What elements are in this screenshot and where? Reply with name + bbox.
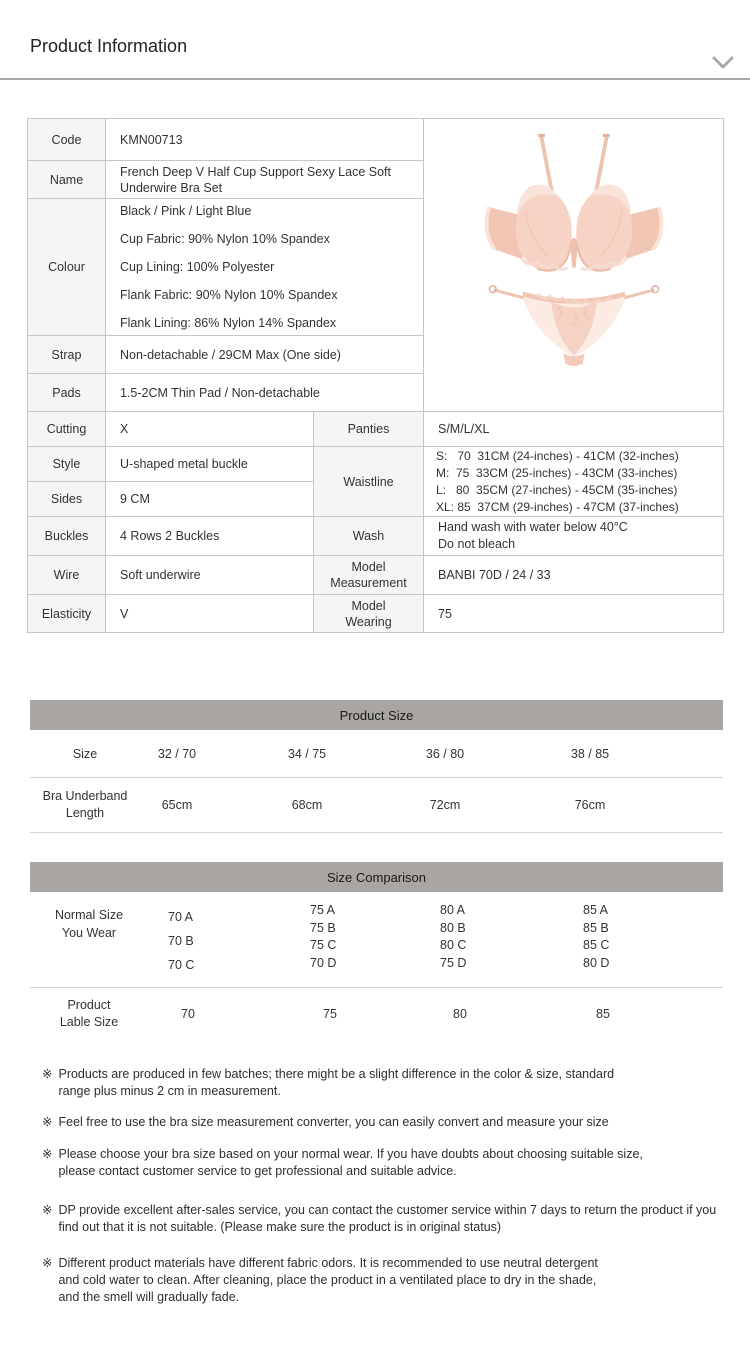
comparison-size: 80 D [583, 955, 610, 970]
underband-value: 72cm [429, 798, 461, 812]
spec-value-sides: 9 CM [106, 482, 314, 517]
chevron-down-icon[interactable] [712, 56, 734, 70]
section-header [0, 0, 750, 80]
comparison-size: 75 A [310, 903, 336, 917]
spec-value-elasticity: V [106, 595, 314, 633]
spec-label-cutting: Cutting [28, 412, 106, 447]
size-value: 36 / 80 [425, 746, 465, 761]
product-size-table [30, 700, 723, 833]
page-title: Product Information [30, 36, 188, 56]
label-size-label [30, 988, 148, 1040]
underband-row-label [30, 778, 140, 832]
spec-value-code: KMN00713 [106, 119, 424, 161]
model-measurement-label-text: Model Measurement [330, 560, 407, 590]
spec-label-style: Style [28, 447, 106, 482]
normal-size-label-text: Normal Size You Wear [54, 908, 124, 940]
comparison-size: 70 C [168, 958, 195, 972]
comparison-size: 75 B [310, 920, 336, 935]
note-marker: ※ [42, 1067, 53, 1081]
notes-section [42, 1066, 732, 1306]
comparison-size: 85 A [583, 903, 609, 917]
product-size-header: Product Size [30, 700, 723, 730]
spec-label-model-measurement [314, 556, 424, 595]
spec-value-model-measurement: BANBI 70D / 24 / 33 [424, 556, 724, 595]
note-text: Different product materials have different fabric odors. It is recommended to use neutral detergent and cold water to clean. After cleaning, place the product in a ventilated place to dry in the shade, and the smell will gradually fade. [58, 1256, 598, 1304]
comparison-size: 85 B [583, 920, 609, 935]
spec-value-waistline [424, 447, 724, 517]
note-item [42, 1114, 732, 1131]
spec-label-colour: Colour [28, 199, 106, 336]
comparison-size: 85 C [583, 938, 610, 952]
underband-value: 68cm [291, 798, 323, 812]
note-text: Feel free to use the bra size measurement converter, you can easily convert and measure your size [58, 1115, 609, 1129]
size-row [30, 730, 723, 778]
comparison-column [440, 902, 500, 972]
comparison-size: 70 A [168, 910, 194, 924]
note-item [42, 1146, 732, 1180]
label-size-value: 80 [453, 1007, 467, 1021]
label-size-value: 70 [181, 1007, 195, 1021]
spec-value-strap: Non-detachable / 29CM Max (One side) [106, 336, 424, 374]
product-photo [429, 123, 719, 408]
spec-value-buckles: 4 Rows 2 Buckles [106, 517, 314, 556]
spec-table [27, 118, 724, 633]
spec-label-elasticity: Elasticity [28, 595, 106, 633]
label-size-value: 85 [596, 1007, 610, 1021]
product-photo-cell [424, 119, 724, 412]
spec-label-sides: Sides [28, 482, 106, 517]
spec-label-panties: Panties [314, 412, 424, 447]
spec-label-wash: Wash [314, 517, 424, 556]
normal-size-row [30, 892, 723, 988]
colour-line: Cup Lining: 100% Polyester [120, 260, 275, 274]
size-value: 34 / 75 [287, 746, 327, 761]
note-item [42, 1255, 732, 1306]
spec-label-wire: Wire [28, 556, 106, 595]
size-comparison-header: Size Comparison [30, 862, 723, 892]
spec-value-colour [106, 199, 424, 336]
spec-value-panties: S/M/L/XL [424, 412, 724, 447]
waistline-line: L: 80 35CM (27-inches) - 45CM (35-inches) [436, 482, 678, 497]
size-value: 38 / 85 [570, 746, 610, 761]
comparison-size: 80 C [440, 938, 467, 952]
spec-label-name: Name [28, 161, 106, 199]
spec-label-strap: Strap [28, 336, 106, 374]
note-text: DP provide excellent after-sales service, you can contact the customer service within 7 days to return the product if you find out that it is not suitable. (Please make sure the product is in original status) [58, 1203, 717, 1234]
size-comparison-table [30, 862, 723, 1040]
spec-label-model-wearing [314, 595, 424, 633]
model-wearing-label-text: Model Wearing [345, 598, 392, 629]
note-text: Products are produced in few batches; there might be a slight difference in the color & size, standard range plus minus 2 cm in measurement. [58, 1067, 615, 1098]
spec-value-wire: Soft underwire [106, 556, 314, 595]
comparison-size: 75 C [310, 938, 337, 952]
size-value: 32 / 70 [157, 746, 197, 761]
comparison-size: 80 A [440, 903, 466, 917]
spec-label-waistline: Waistline [314, 447, 424, 517]
spec-value-cutting: X [106, 412, 314, 447]
waistline-line: S: 70 31CM (24-inches) - 41CM (32-inches) [436, 448, 679, 463]
spec-label-pads: Pads [28, 374, 106, 412]
size-row-label: Size [72, 746, 98, 761]
spec-value-name: French Deep V Half Cup Support Sexy Lace Soft Underwire Bra Set [106, 161, 424, 199]
comparison-column [168, 905, 228, 977]
comparison-column [583, 902, 643, 972]
spec-value-pads: 1.5-2CM Thin Pad / Non-detachable [106, 374, 424, 412]
underband-value: 76cm [574, 798, 606, 812]
waistline-line: XL: 85 37CM (29-inches) - 47CM (37-inches) [436, 499, 679, 514]
note-item [42, 1066, 732, 1100]
spec-label-code: Code [28, 119, 106, 161]
note-marker: ※ [42, 1203, 53, 1217]
comparison-size: 80 B [440, 920, 466, 935]
underband-label-text: Bra Underband Length [42, 789, 128, 820]
underband-row [30, 778, 723, 833]
wash-line: Do not bleach [438, 537, 516, 551]
normal-size-label [30, 892, 148, 987]
wash-line: Hand wash with water below 40°C [438, 520, 628, 534]
comparison-size: 70 D [310, 955, 337, 970]
comparison-size: 70 B [168, 934, 194, 948]
comparison-column [310, 902, 370, 972]
spec-label-buckles: Buckles [28, 517, 106, 556]
note-marker: ※ [42, 1147, 53, 1161]
spec-value-model-wearing: 75 [424, 595, 724, 633]
note-marker: ※ [42, 1256, 53, 1270]
colour-line: Cup Fabric: 90% Nylon 10% Spandex [120, 232, 330, 246]
note-marker: ※ [42, 1115, 53, 1129]
comparison-size: 75 D [440, 955, 467, 970]
underband-value: 65cm [161, 798, 193, 812]
spec-value-wash [424, 517, 724, 556]
label-size-label-text: Product Lable Size [59, 998, 119, 1029]
label-size-value: 75 [323, 1007, 337, 1021]
colour-line: Black / Pink / Light Blue [120, 204, 252, 218]
waistline-line: M: 75 33CM (25-inches) - 43CM (33-inches) [436, 465, 678, 480]
spec-value-style: U-shaped metal buckle [106, 447, 314, 482]
colour-line: Flank Lining: 86% Nylon 14% Spandex [120, 316, 337, 330]
note-item [42, 1202, 732, 1236]
colour-line: Flank Fabric: 90% Nylon 10% Spandex [120, 288, 338, 302]
label-size-row [30, 988, 723, 1040]
note-text: Please choose your bra size based on your normal wear. If you have doubts about choosing suitable size, please contact customer service to get professional and suitable advice. [58, 1147, 643, 1178]
